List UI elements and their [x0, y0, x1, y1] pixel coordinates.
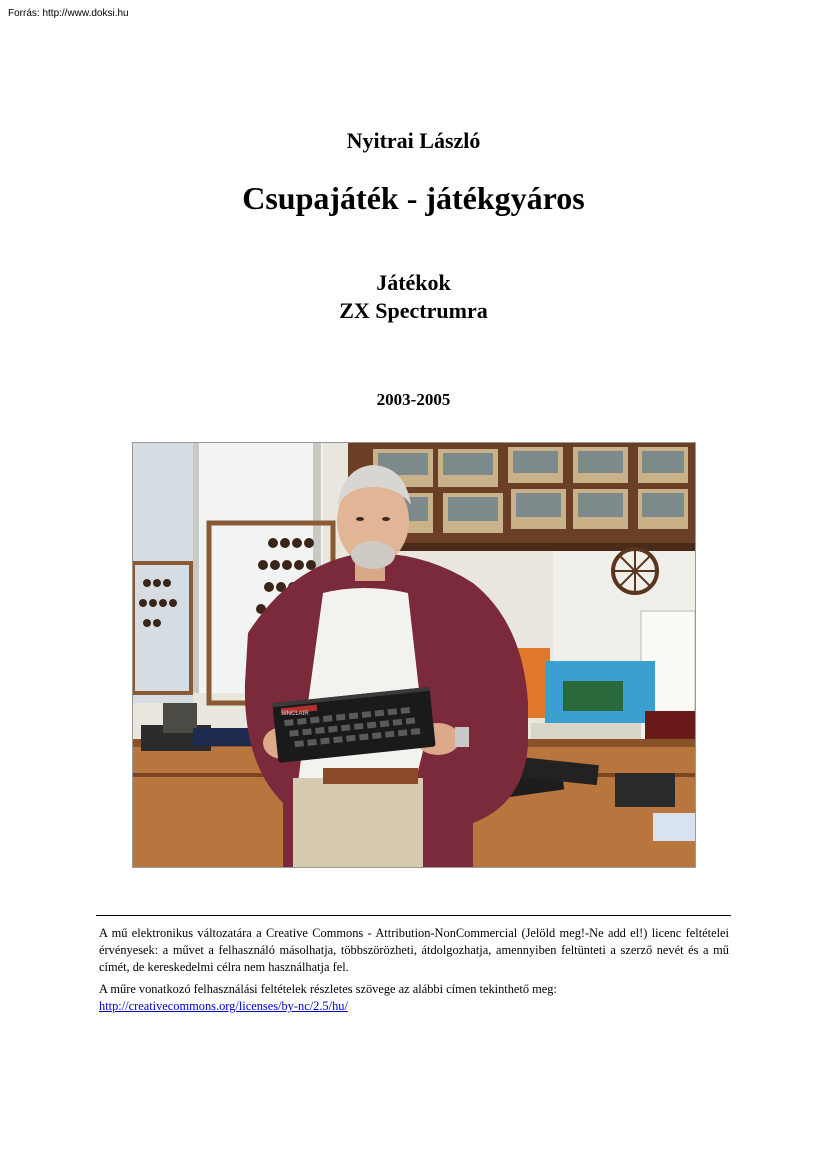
subtitle-line-1: Játékok [376, 270, 451, 295]
license-paragraph-2: A műre vonatkozó felhasználási feltételek részletes szövege az alábbi címen tekinthető meg: [99, 982, 557, 996]
book-title: Csupajáték - játékgyáros [242, 180, 585, 216]
footer-divider [96, 915, 731, 916]
license-paragraph-1: A mű elektronikus változatára a Creative Commons - Attribution-NonCommercial (Jelöld meg!-Ne add el!) licenc feltételei érvényesek: a művet a felhasználó másolhatja, többszörözheti, átdolgozhatja, amennyiben feltünteti a szerző nevét és a mű címét, de kereskedelmi célra nem használhatja fel. [99, 926, 729, 974]
subtitle-line-2: ZX Spectrumra [339, 298, 488, 323]
license-notice [99, 925, 729, 1015]
author-name: Nyitrai László [346, 128, 481, 153]
computer-brand: SINCLAIR [281, 711, 309, 717]
cover-photo [132, 442, 696, 868]
license-link[interactable]: http://creativecommons.org/licenses/by-nc/2.5/hu/ [99, 999, 348, 1013]
publication-years: 2003-2005 [376, 390, 451, 409]
source-header: Forrás: http://www.doksi.hu [8, 8, 129, 19]
